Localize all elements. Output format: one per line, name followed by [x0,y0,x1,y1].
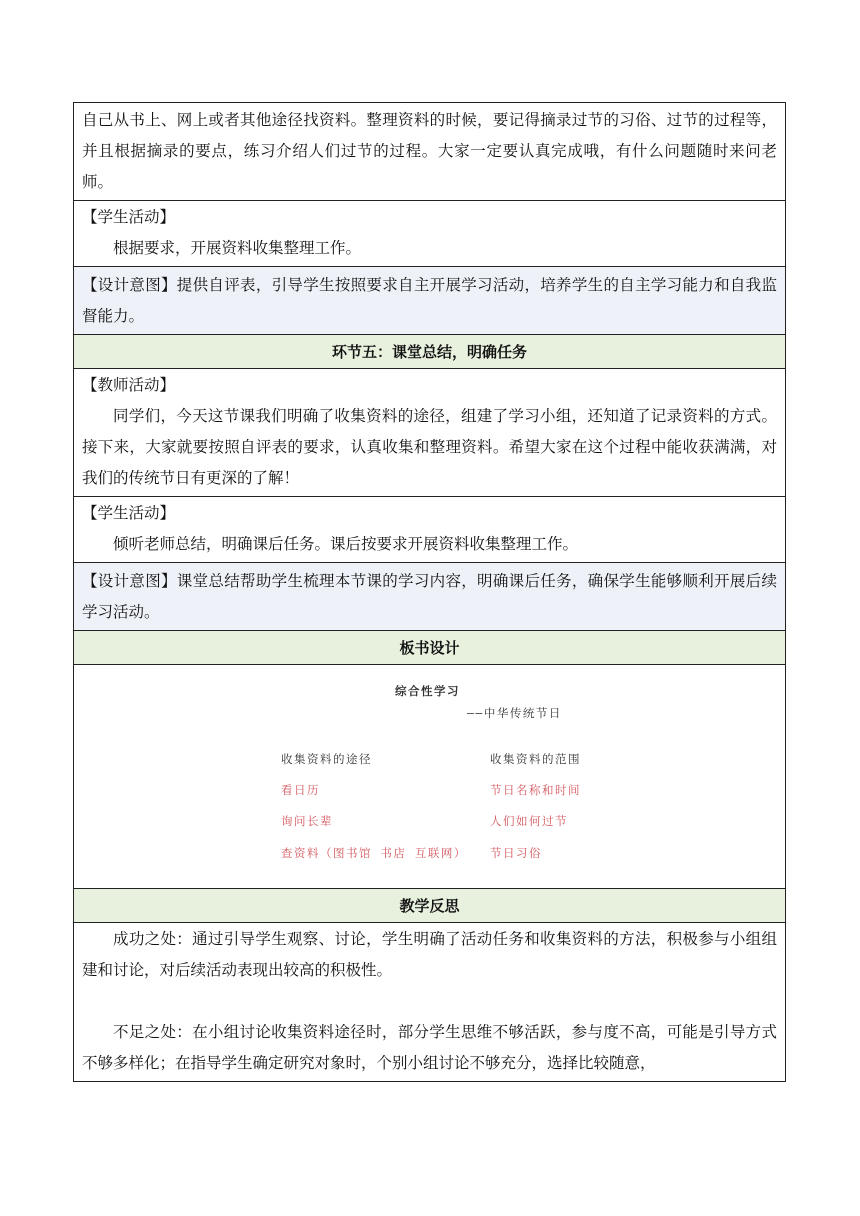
board-right-item: 节日习俗 [490,846,542,860]
board-design-area [74,665,785,889]
design-intent-text: 【设计意图】课堂总结帮助学生梳理本节课的学习内容，明确课后任务，确保学生能够顺利开展后续学习活动。 [82,572,777,621]
board-subtitle: ——中华传统节日 [467,706,562,720]
reflection-success-text: 成功之处：通过引导学生观察、讨论，学生明确了活动任务和收集资料的方法，积极参与小组组建和讨论，对后续活动表现出较高的积极性。 [82,930,777,979]
board-design-header: 板书设计 [74,631,785,665]
lesson-plan-table [73,102,786,1082]
board-title: 综合性学习 [395,684,460,698]
student-activity-label: 【学生活动】 [82,504,176,522]
board-right-item: 人们如何过节 [490,814,568,828]
board-left-item: 询问长辈 [281,814,333,828]
design-intent-row-5 [74,563,785,631]
intro-row [74,103,785,201]
design-intent-text: 【设计意图】提供自评表，引导学生按照要求自主开展学习活动，培养学生的自主学习能力和自我监督能力。 [82,276,777,325]
design-intent-row-4 [74,267,785,335]
teacher-activity-label: 【教师活动】 [82,376,176,394]
student-activity-row-4 [74,201,785,267]
paragraph-spacer [82,986,777,1017]
board-left-item: 看日历 [281,783,320,797]
student-activity-text: 倾听老师总结，明确课后任务。课后按要求开展资料收集整理工作。 [113,535,579,553]
intro-text: 自己从书上、网上或者其他途径找资料。整理资料的时候，要记得摘录过节的习俗、过节的过程等，并且根据摘录的要点，练习介绍人们过节的过程。大家一定要认真完成哦，有什么问题随时来问老师。 [82,111,777,191]
reflection-header: 教学反思 [74,889,785,923]
board-left-heading: 收集资料的途径 [281,752,372,766]
board-right-item: 节日名称和时间 [490,783,581,797]
teacher-activity-text: 同学们，今天这节课我们明确了收集资料的途径，组建了学习小组，还知道了记录资料的方式。接下来，大家就要按照自评表的要求，认真收集和整理资料。希望大家在这个过程中能收获满满，对我们的传统节日有更深的了解！ [82,407,777,487]
teacher-activity-row-5 [74,369,785,497]
student-activity-row-5 [74,497,785,563]
reflection-row [74,923,785,1081]
board-right-heading: 收集资料的范围 [490,752,581,766]
board-left-item: 查资料（图书馆 书店 互联网） [281,846,467,860]
student-activity-text: 根据要求，开展资料收集整理工作。 [113,239,362,257]
section5-header: 环节五：课堂总结，明确任务 [74,335,785,369]
reflection-shortcoming-text: 不足之处：在小组讨论收集资料途径时，部分学生思维不够活跃，参与度不高，可能是引导方式不够多样化；在指导学生确定研究对象时，个别小组讨论不够充分，选择比较随意， [82,1023,777,1072]
student-activity-label: 【学生活动】 [82,208,176,226]
